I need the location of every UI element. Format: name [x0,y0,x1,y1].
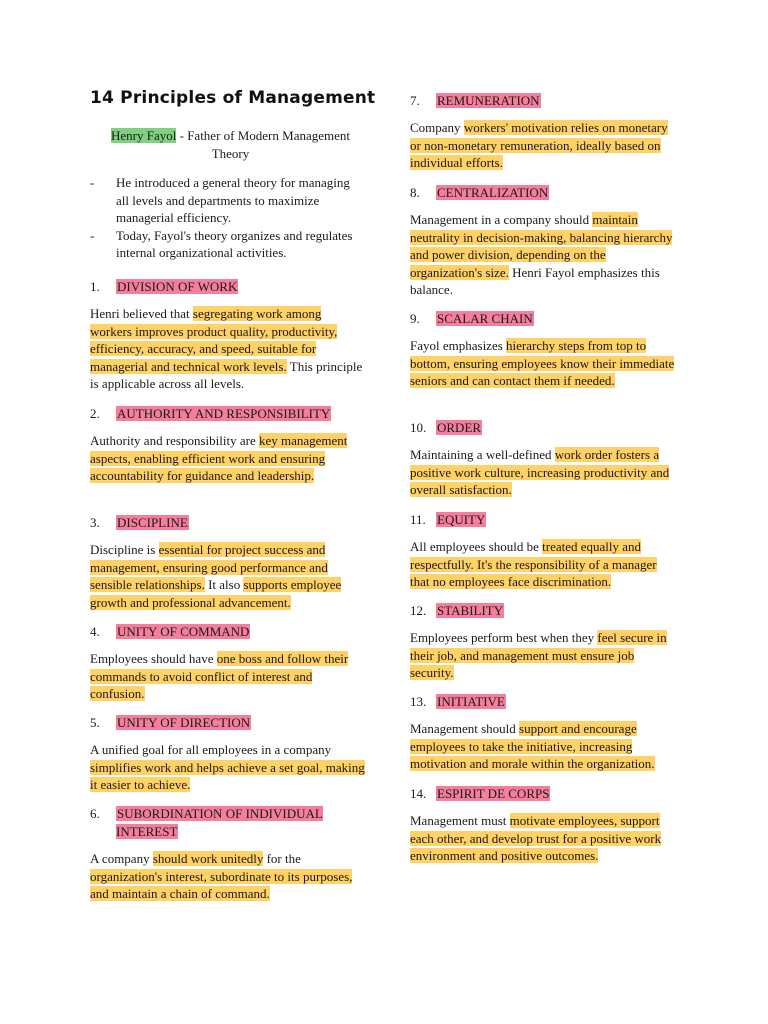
principle-number: 1. [90,279,100,294]
principle-section [90,278,365,393]
plain-text: A unified goal for all employees in a company [90,742,332,757]
principle-section [410,92,678,172]
bullet-item: - Today, Fayol's theory organizes and regulates internal organizational activities. [90,227,360,262]
principle-section [410,419,678,499]
author-name: Henry Fayol [111,128,177,143]
principle-section [90,514,365,611]
plain-text: A company [90,851,153,866]
principle-title: CENTRALIZATION [437,185,549,200]
plain-text: Authority and responsibility are [90,433,259,448]
principle-description [410,211,678,299]
principle-heading [90,714,365,732]
page-title: 14 Principles of Management [90,88,376,108]
principle-section [90,405,360,485]
principle-number: 12. [410,603,427,618]
principle-title: STABILITY [437,603,504,618]
principle-heading [90,278,365,296]
plain-text: Management must [410,813,510,828]
principle-heading [90,623,365,641]
principle-section [410,184,678,299]
plain-text: Discipline is [90,542,159,557]
highlighted-text: work order fosters a positive work culture, increasing productivity and overall satisfaction. [410,447,670,498]
principle-number: 10. [410,420,427,435]
principle-description [410,446,678,499]
highlighted-text: one boss and follow their commands to avoid conflict of interest and confusion. [90,651,349,702]
highlighted-text: essential for project success and management, ensuring good performance and sensible relationships. [90,542,328,593]
highlighted-text: motivate employees, support each other, and develop trust for a positive work environment and positive outcomes. [410,813,662,864]
principle-heading [410,310,678,328]
principle-description [410,119,678,172]
principle-title: UNITY OF DIRECTION [117,715,251,730]
principle-heading [410,785,678,803]
principle-number: 4. [90,624,100,639]
plain-text: Company [410,120,464,135]
principle-title: SUBORDINATION OF INDIVIDUAL INTEREST [116,806,323,839]
principle-heading [410,92,678,110]
highlighted-text: simplifies work and helps achieve a set goal, making it easier to achieve. [90,759,365,793]
highlighted-text: support and encourage employees to take the initiative, increasing motivation and morale within the organization. [410,721,655,772]
principle-heading [410,511,678,529]
plain-text: for the [263,851,301,866]
principle-description [90,305,365,393]
principle-number: 7. [410,93,420,108]
principle-heading [90,405,360,423]
plain-text: All employees should be [410,539,543,554]
principle-description [410,720,678,773]
highlighted-text: segregating work among workers improves product quality, productivity, efficiency, accuracy, and speed, suitable for managerial and technical work levels. [90,306,338,374]
principle-title: DISCIPLINE [117,515,188,530]
principle-title: ORDER [437,420,482,435]
principle-description [90,432,360,485]
highlighted-text: hierarchy steps from top to bottom, ensuring employees know their immediate seniors and can contact them if needed. [410,338,675,389]
principle-title: REMUNERATION [437,93,540,108]
principle-section [410,785,678,865]
principle-heading [90,805,365,841]
plain-text: Employees perform best when they [410,630,598,645]
principle-description [90,850,365,903]
plain-text: Management should [410,721,520,736]
principle-number: 8. [410,185,420,200]
principle-section [410,602,678,682]
principle-title: DIVISION OF WORK [117,279,238,294]
principle-number: 14. [410,786,427,801]
principle-title: EQUITY [437,512,486,527]
highlighted-text: key management aspects, enabling efficient work and ensuring accountability for guidance and leadership. [90,433,348,484]
principle-title: INITIATIVE [437,694,505,709]
principle-number: 5. [90,715,100,730]
principle-section [90,623,365,703]
principle-heading [410,419,678,437]
bullet-item: - He introduced a general theory for managing all levels and departments to maximize managerial efficiency. [90,174,360,227]
highlighted-text: treated equally and respectfully. It's the responsibility of a manager that no employees face discrimination. [410,539,657,590]
plain-text: Henri Fayol emphasizes this balance. [410,264,660,298]
principle-number: 3. [90,515,100,530]
plain-text: Maintaining a well-defined [410,447,555,462]
intro-bullets [90,174,360,262]
principle-description [410,629,678,682]
principle-description [410,812,678,865]
highlighted-text: supports employee growth and professional advancement. [90,577,342,610]
plain-text: Employees should have [90,651,217,666]
principle-heading [410,184,678,202]
plain-text: This principle is applicable across all levels. [90,358,363,392]
principle-section [90,714,365,794]
principle-heading [90,514,365,532]
highlighted-text: workers' motivation relies on monetary or non-monetary remuneration, ideally based on individual efforts. [410,120,668,171]
principle-title: SCALAR CHAIN [437,311,533,326]
principle-number: 2. [90,406,100,421]
plain-text: Fayol emphasizes [410,338,507,353]
principle-section [90,805,365,903]
principle-title: ESPIRIT DE CORPS [437,786,550,801]
principle-title: UNITY OF COMMAND [117,624,250,639]
subtitle [98,127,363,163]
principle-description [90,650,365,703]
principle-section [410,310,678,390]
principle-section [410,511,678,591]
principle-section [410,693,678,773]
principle-description [90,741,365,794]
principle-number: 13. [410,694,427,709]
highlighted-text: maintain neutrality in decision-making, balancing hierarchy and power division, depending on the organization's size. [410,212,673,280]
highlighted-text: organization's interest, subordinate to its purposes, and maintain a chain of command. [90,868,353,902]
principle-heading [410,602,678,620]
principle-number: 9. [410,311,420,326]
principle-number: 6. [90,806,100,821]
principle-heading [410,693,678,711]
principle-title: AUTHORITY AND RESPONSIBILITY [117,406,331,421]
principle-description [90,541,365,611]
highlighted-text: feel secure in their job, and management must ensure job security. [410,630,667,681]
plain-text: Management in a company should [410,212,593,227]
principle-description [410,337,678,390]
plain-text: Henri believed that [90,306,193,321]
principle-description [410,538,678,591]
author-description: - Father of Modern Management Theory [176,128,350,161]
plain-text: It also [204,577,244,593]
highlighted-text: should work unitedly [152,851,264,866]
principle-number: 11. [410,512,426,527]
